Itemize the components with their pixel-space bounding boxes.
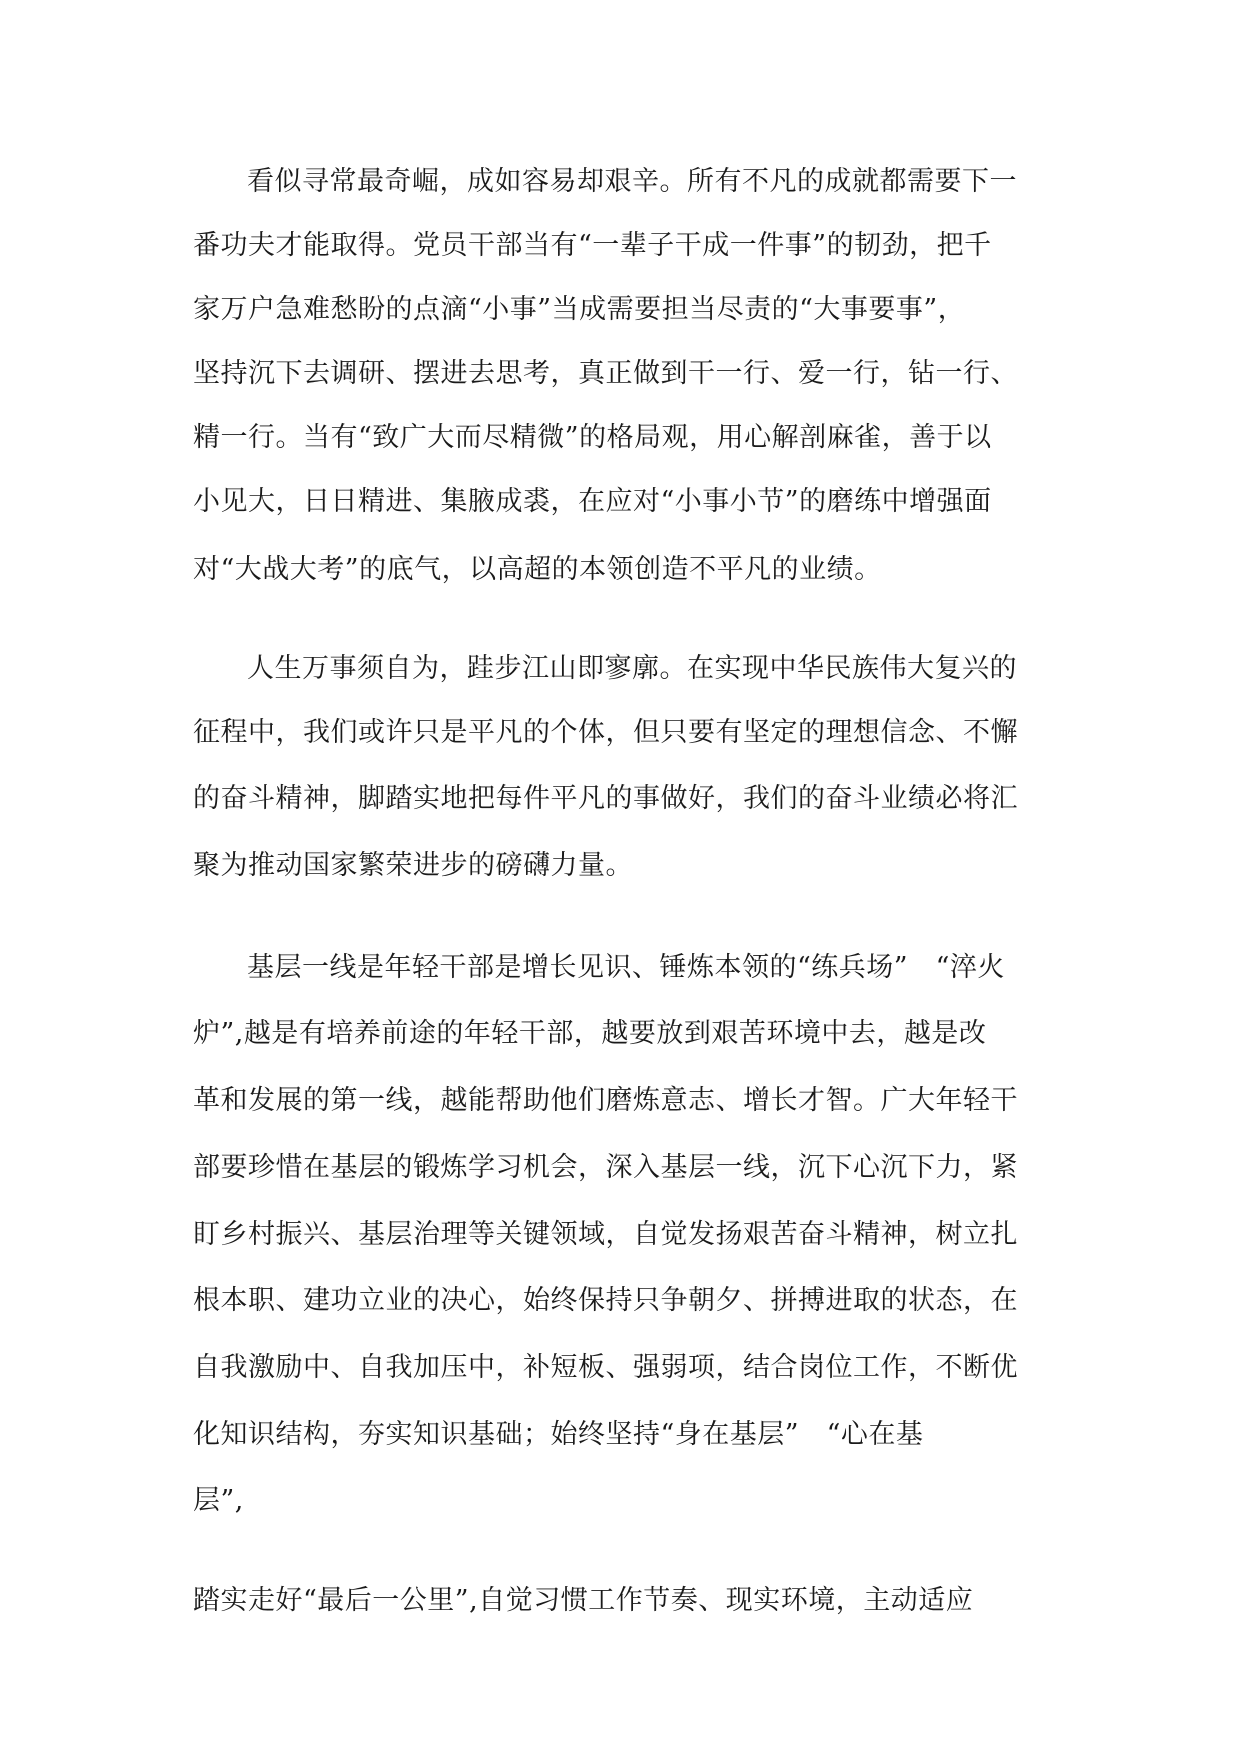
paragraph-2-line-3: 的奋斗精神，脚踏实地把每件平凡的事做好，我们的奋斗业绩必将汇 <box>193 783 1018 814</box>
paragraph-1-line-2: 番功夫才能取得。党员干部当有“一辈子干成一件事”的韧劲，把千 <box>193 230 992 261</box>
paragraph-4-line-1: 踏实走好“最后一公里”,自觉习惯工作节奏、现实环境，主动适应 <box>193 1585 974 1616</box>
paragraph-3-line-8: 化知识结构，夯实知识基础；始终坚持“身在基层” “心在基 <box>193 1419 924 1450</box>
paragraph-3-line-2: 炉”,越是有培养前途的年轻干部，越要放到艰苦环境中去，越是改 <box>193 1018 987 1049</box>
paragraph-1-line-6: 小见大，日日精进、集腋成裘，在应对“小事小节”的磨练中增强面 <box>193 486 992 517</box>
paragraph-1-line-7: 对“大战大考”的底气，以高超的本领创造不平凡的业绩。 <box>193 554 882 585</box>
paragraph-3-line-4: 部要珍惜在基层的锻炼学习机会，深入基层一线，沉下心沉下力，紧 <box>193 1152 1018 1183</box>
paragraph-3-line-6: 根本职、建功立业的决心，始终保持只争朝夕、拼搏进取的状态，在 <box>193 1285 1018 1316</box>
paragraph-3-line-7: 自我激励中、自我加压中，补短板、强弱项，结合岗位工作，不断优 <box>193 1352 1018 1383</box>
paragraph-3-line-5: 盯乡村振兴、基层治理等关键领域，自觉发扬艰苦奋斗精神，树立扎 <box>193 1219 1018 1250</box>
paragraph-2-line-1: 人生万事须自为，跬步江山即寥廓。在实现中华民族伟大复兴的 <box>247 653 1017 684</box>
paragraph-3-line-3: 革和发展的第一线，越能帮助他们磨炼意志、增长才智。广大年轻干 <box>193 1085 1018 1116</box>
paragraph-2-line-2: 征程中，我们或许只是平凡的个体，但只要有坚定的理想信念、不懈 <box>193 717 1018 748</box>
paragraph-1-line-4: 坚持沉下去调研、摆进去思考，真正做到干一行、爱一行，钻一行、 <box>193 358 1018 389</box>
paragraph-3-line-9: 层”, <box>193 1485 244 1516</box>
paragraph-1-line-1: 看似寻常最奇崛，成如容易却艰辛。所有不凡的成就都需要下一 <box>247 166 1017 197</box>
paragraph-2-line-4: 聚为推动国家繁荣进步的磅礴力量。 <box>193 850 633 881</box>
paragraph-1-line-5: 精一行。当有“致广大而尽精微”的格局观，用心解剖麻雀，善于以 <box>193 422 992 453</box>
paragraph-1-line-3: 家万户急难愁盼的点滴“小事”当成需要担当尽责的“大事要事”， <box>193 294 966 325</box>
paragraph-3-line-1: 基层一线是年轻干部是增长见识、锤炼本领的“练兵场” “淬火 <box>247 952 1005 983</box>
